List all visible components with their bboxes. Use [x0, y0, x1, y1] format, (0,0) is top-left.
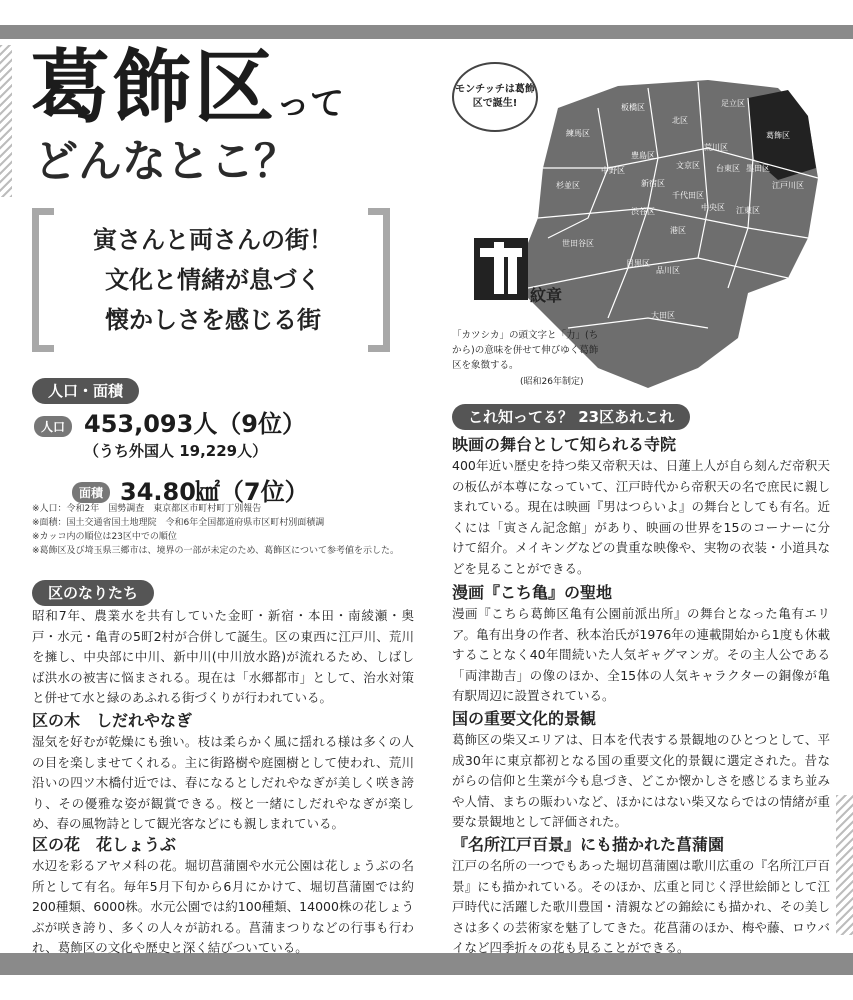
ward-label: 千代田区	[672, 191, 704, 200]
history-badge: 区のなりたち	[32, 580, 154, 606]
ward-label: 足立区	[721, 99, 745, 108]
trivia-heading-3: 国の重要文化的景観	[452, 709, 597, 728]
area-tag: 面積	[72, 482, 110, 503]
trivia-badge: これ知ってる？ 23区あれこれ	[452, 404, 690, 430]
ward-label: 目黒区	[626, 259, 650, 268]
tree-heading: 区の木 しだれやなぎ	[32, 711, 193, 730]
ward-label: 杉並区	[556, 181, 580, 190]
ward-label: 江戸川区	[772, 181, 804, 190]
top-bar	[0, 25, 853, 39]
ward-label: 墨田区	[746, 164, 770, 173]
trivia-text-4: 江戸の名所の一つでもあった堀切菖蒲園は歌川広重の『名所江戸百景』にも描かれている。そのほか、広重と同じく浮世絵師として江戸時代に活躍した歌川豊国・清親などの錦絵にも描かれ、その美しさは多くの芸術家を魅了してきた。花菖蒲のほか、梅や藤、ロウバイなど四季折々の花も見ることができる。	[452, 858, 830, 955]
ward-label: 新宿区	[641, 179, 665, 188]
trivia-text-3: 葛飾区の柴又エリアは、日本を代表する景観地のひとつとして、平成30年に東京都初となる国の重要文化的景観に選定された。昔ながらの信仰と生業が今も息づき、どこか懐かしさを感じるまち並みや人情、まちの賑わいなど、ほかにはない柴又ならではの情緒が重要な景観地として評価された。	[452, 732, 830, 829]
population-value: 453,093人（9位）	[84, 410, 307, 438]
ward-label: 江東区	[736, 206, 760, 215]
monchhichi-bubble: モンチッチは葛飾区で誕生!	[452, 62, 538, 132]
ward-emblem-icon	[474, 238, 528, 300]
hatch-right	[836, 795, 853, 935]
trivia-text-2: 漫画『こちら葛飾区亀有公園前派出所』の舞台となった亀有エリア。亀有出身の作者、秋本治氏が1976年の連載開始から1度も休載することなく40年間続いた人気ギャグマンガ。その主人公である「両津勘吉」の像のほか、全15体の人気キャラクターの銅像が亀有駅周辺に設置されている。	[452, 606, 830, 703]
page-subtitle: どんなとこ？	[34, 136, 298, 187]
emblem-label: 紋章	[530, 286, 563, 305]
flower-text: 水辺を彩るアヤメ科の花。堀切菖蒲園や水元公園は花しょうぶの名所として有名。毎年5月下旬から6月にかけて、堀切菖蒲園では約200種類、6000株。水元公園では約100種類、14000株の花しょうぶが咲き誇り、多くの人々が訪れる。菖蒲まつりなどの行事も行われ、葛飾区の文化や歴史と深く結びついている。	[32, 858, 414, 955]
bracket-right	[368, 208, 390, 352]
ward-label: 荒川区	[704, 143, 728, 152]
hatch-left	[0, 45, 12, 197]
population-foreign: （うち外国人 19,229人）	[84, 442, 268, 460]
ward-label: 板橋区	[621, 103, 645, 112]
ward-label: 世田谷区	[562, 239, 594, 248]
population-tag: 人口	[34, 416, 72, 437]
tree-text: 湿気を好むが乾燥にも強い。枝は柔らかく風に揺れる様は多くの人の目を楽しませてくれる。主に街路樹や庭園樹として使われ、荒川沿いの四ツ木橋付近では、春になるとしだれやなぎが美しく咲き誇り、その優雅な姿が観賞できる。桜と一緒にしだれやなぎが楽しめ、春の風物詩として観光客などにも親しまれている。	[32, 734, 414, 831]
page-title: 葛飾区って	[30, 41, 344, 134]
catchphrase: 寅さんと両さんの街！ 文化と情緒が息づく 懐かしさを感じる街	[93, 226, 333, 334]
population-badge: 人口・面積	[32, 378, 139, 404]
trivia-heading-1: 映画の舞台として知られる寺院	[452, 435, 677, 454]
ward-label: 練馬区	[566, 129, 590, 138]
trivia-text-1: 400年近い歴史を持つ柴又帝釈天は、日蓮上人が自ら刻んだ帝釈天の板仏が本尊になっていて、江戸時代から帝釈天の名で庶民に親しまれている。現在は映画『男はつらいよ』の舞台としても有名。近くには「寅さん記念館」があり、映画の世界を15のコーナーに分けて紹介。メイキングなどの貴重な映像や、実物の衣装・小道具などを見ることができる。	[452, 458, 830, 576]
ward-label: 中野区	[601, 166, 625, 175]
history-text: 昭和7年、農業水を共有していた金町・新宿・本田・南綾瀬・奥戸・水元・亀青の5町2村が合併して誕生。区の東西に江戸川、荒川を擁し、中央部に中川、新中川(中川放水路)が流れるため、しばしば洪水の被害に悩まされる。現在は「水郷都市」として、治水対策と併せて水と緑のあふれる街づくりが行われている。	[32, 608, 414, 705]
ward-label: 中央区	[701, 203, 725, 212]
trivia-heading-4: 『名所江戸百景』にも描かれた菖蒲園	[452, 835, 725, 854]
ward-label: 港区	[670, 226, 686, 235]
ward-label: 品川区	[656, 266, 680, 275]
trivia-heading-2: 漫画『こち亀』の聖地	[452, 583, 613, 602]
ward-label: 台東区	[716, 164, 740, 173]
bracket-left	[32, 208, 54, 352]
emblem-description: 「カツシカ」の頭文字と「力」(ちから)の意味を併せて伸びゆく葛飾区を象徴する。	[452, 330, 599, 371]
ward-label: 渋谷区	[631, 207, 655, 216]
ward-label: 北区	[672, 116, 688, 125]
emblem-year: (昭和26年制定)	[520, 377, 584, 387]
ward-label: 葛飾区	[766, 131, 790, 140]
ward-label: 文京区	[676, 161, 700, 170]
ward-label: 大田区	[651, 311, 675, 320]
flower-heading: 区の花 花しょうぶ	[32, 835, 177, 854]
population-notes: ※人口：令和2年 国勢調査 東京都区市町村町丁別報告 ※面積：国土交通省国土地理院 令和6年全国都道府県市区町村別面積調 ※カッコ内の順位は23区中での順位 ※葛飾区及び埼玉県三郷市は、境界の一部が未定のため、葛飾区について参考値を示した。	[32, 504, 400, 556]
ward-label: 豊島区	[631, 151, 655, 160]
area-value: 34.80㎢（7位）	[120, 478, 309, 506]
